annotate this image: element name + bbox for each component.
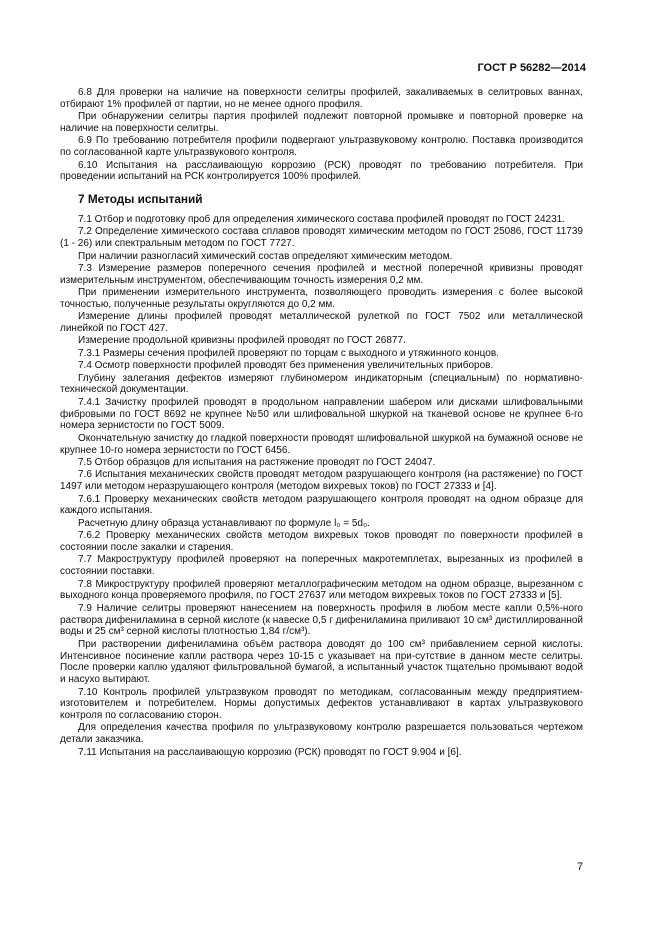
paragraph: При наличии разногласий химический состав определяют химическим методом. — [78, 250, 453, 262]
paragraph: Глубину залегания дефектов измеряют глубиномером индикаторным (специальным) по нормативно-технической документации. — [60, 372, 583, 396]
section-heading: 7 Методы испытаний — [78, 192, 203, 207]
paragraph: 7.10 Контроль профилей ультразвуком проводят по методикам, согласованным между предприятием-изготовителем и потребителем. Нормы допустимых дефектов устанавливают в картах ультразвукового контроля по согласованию сторон. — [60, 686, 583, 722]
document-header: ГОСТ Р 56282—2014 — [477, 62, 586, 74]
paragraph: При обнаружении селитры партия профилей подлежит повторной промывке и повторной проверке на наличие на поверхности селитры. — [60, 111, 583, 134]
paragraph: Измерение длины профилей проводят металлической рулеткой по ГОСТ 7502 или металлической линейкой по ГОСТ 427. — [60, 311, 583, 335]
paragraph: 7.11 Испытания на расслаивающую коррозию (РСК) проводят по ГОСТ 9.904 и [6]. — [78, 746, 462, 758]
paragraph: 7.4.1 Зачистку профилей проводят в продольном направлении шабером или дисками шлифовальными фибровыми по ГОСТ 8692 не крупнее №50 или шлифовальной шкуркой на тканевой основе не крупнее 6-го номера зернистости по ГОСТ 5009. — [60, 396, 583, 432]
paragraph: 7.6.1 Проверку механических свойств методом разрушающего контроля проводят на одном образце для каждого испытания. — [60, 493, 583, 517]
paragraph: При применении измерительного инструмента, позволяющего проводить измерения с более высокой точностью, полученные результаты округляются до 0,2 мм. — [60, 287, 583, 310]
page-number: 7 — [576, 861, 583, 873]
paragraph: 7.6.2 Проверку механических свойств методом вихревых токов проводят по поверхности профилей в состоянии после закалки и старения. — [60, 530, 583, 553]
paragraph: 7.9 Наличие селитры проверяют нанесением на поверхность профиля в любом месте капли 0,5%-ного раствора дифениламина в серной кислоте (к навеске 0,5 г дифениламина приливают 10 см³ дистиллированной воды и 25 см³ серной кислоты плотностью 1,84 г/см³). — [60, 602, 583, 638]
paragraph: 7.5 Отбор образцов для испытания на растяжение проводят по ГОСТ 24047. — [78, 457, 436, 469]
paragraph: 7.2 Определение химического состава сплавов проводят химическим методом по ГОСТ 25086, ГОСТ 11739 (1 - 26) или спектральным методом по ГОСТ 7727. — [60, 226, 583, 250]
paragraph: 7.1 Отбор и подготовку проб для определения химического состава профилей проводят по ГОСТ 24231. — [78, 213, 565, 225]
paragraph: Окончательную зачистку до гладкой поверхности проводят шлифовальной шкуркой на бумажной основе не крупнее 10-го номера зернистости по ГОСТ 6456. — [60, 432, 583, 456]
page-content — [60, 87, 583, 759]
paragraph: 7.4 Осмотр поверхности профилей проводят без применения увеличительных приборов. — [78, 360, 494, 372]
paragraph: 6.10 Испытания на расслаивающую коррозию (РСК) проводят по требованию потребителя. При проведении испытаний на РСК контролируется 100% профилей. — [60, 159, 583, 183]
paragraph: 7.6 Испытания механических свойств проводят методом разрушающего контроля (на растяжение) по ГОСТ 1497 или методом неразрушающего контроля (методом вихревых токов) по ГОСТ 27333 и [4]. — [60, 469, 583, 493]
paragraph: 7.8 Микроструктуру профилей проверяют металлографическим методом на одном образце, вырезанном с выходного конца проверяемого профиля, по ГОСТ 27637 или методом вихревых токов по ГОСТ 27333 и [5]. — [60, 578, 583, 602]
paragraph: 7.3 Измерение размеров поперечного сечения профилей и местной поперечной кривизны проводят измерительным инструментом, обеспечивающим точность измерения 0,2 мм. — [60, 262, 583, 286]
paragraph: Измерение продольной кривизны профилей проводят по ГОСТ 26877. — [78, 335, 406, 347]
paragraph: При растворении дифениламина объём раствора доводят до 100 см³ прибавлением серной кислоты. Интенсивное посинение капли раствора через 10-15 с указывает на при-сутствие в данном месте селитры. После проверки каплю удаляют фильтровальной бумагой, а испытанный участок тщательно промывают водой и насухо вытирают. — [60, 638, 583, 686]
formula-paragraph: Расчетную длину образца устанавливают по формуле l₀ = 5d₀. — [78, 517, 370, 529]
paragraph: 6.8 Для проверки на наличие на поверхности селитры профилей, закаливаемых в селитровых ваннах, отбирают 1% профилей от партии, но не менее одного профиля. — [60, 87, 583, 110]
paragraph: 7.7 Макроструктуру профилей проверяют на поперечных макротемплетах, вырезанных из профилей в состоянии поставки. — [60, 554, 583, 578]
paragraph: 7.3.1 Размеры сечения профилей проверяют по торцам с выходного и утяжинного концов. — [78, 347, 499, 359]
paragraph: Для определения качества профиля по ультразвуковому контролю разрешается пользоваться чертежом детали заказчика. — [60, 722, 583, 746]
paragraph: 6.9 По требованию потребителя профили подвергают ультразвуковому контролю. Поставка производится по согласованной карте ультразвукового контроля. — [60, 135, 583, 159]
